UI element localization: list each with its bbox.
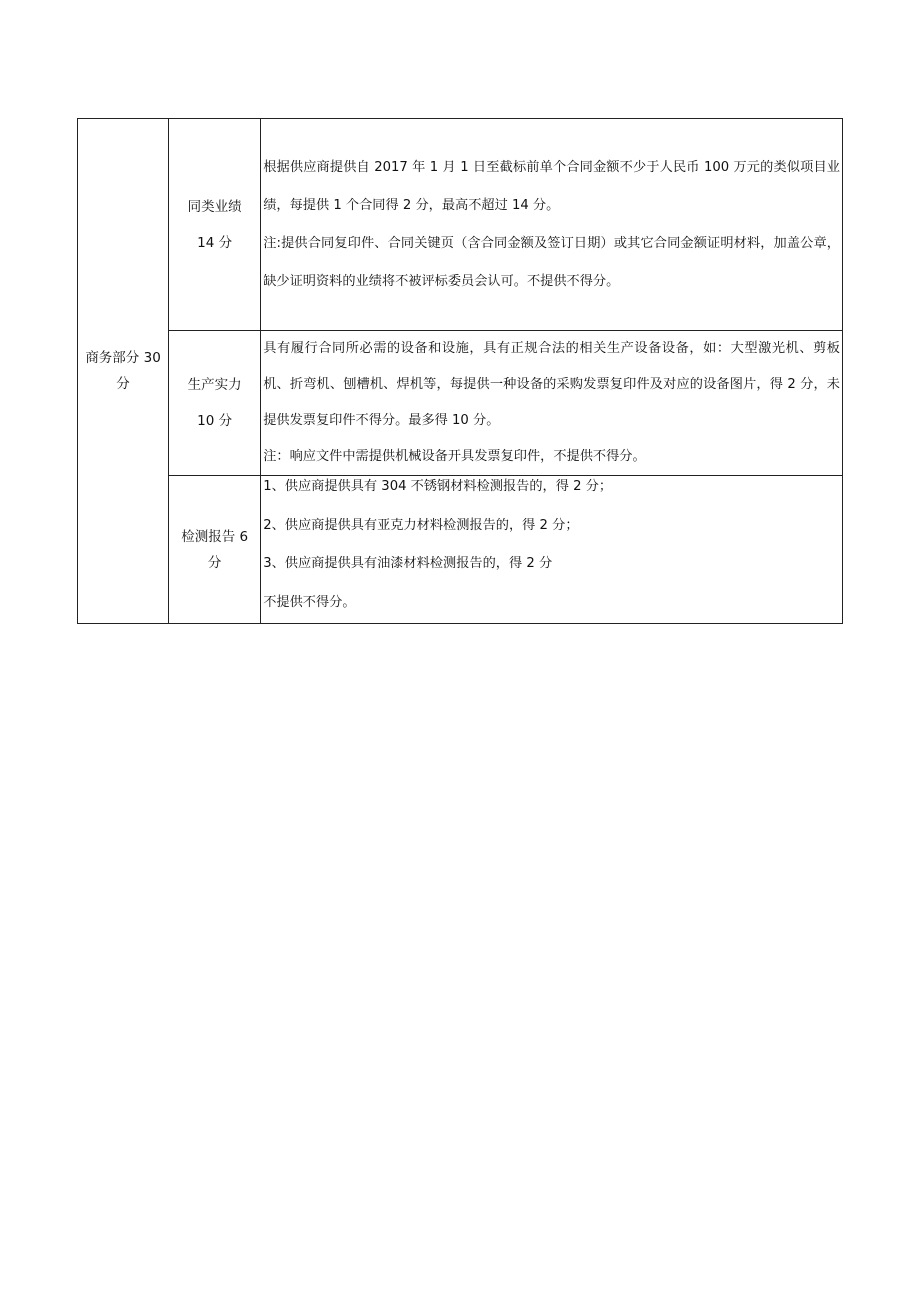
description-cell (261, 476, 843, 624)
table-row (78, 119, 843, 331)
item-name: 检测报告 6 (181, 528, 249, 545)
description-paragraph: 根据供应商提供自 2017 年 1 月 1 日至截标前单个合同金额不少于人民币 100 万元的类似项目业绩，每提供 1 个合同得 2 分，最高不超过 14 分。 (263, 159, 840, 213)
item-name: 生产实力 (187, 377, 242, 393)
table-row (78, 476, 843, 624)
description-line: 不提供不得分。 (263, 594, 356, 610)
item-cell (169, 476, 261, 624)
description-line: 2、供应商提供具有亚克力材料检测报告的，得 2 分； (263, 517, 579, 533)
description-paragraph: 具有履行合同所必需的设备和设施，具有正规合法的相关生产设备设备，如：大型激光机、剪板机、折弯机、刨槽机、焊机等，每提供一种设备的采购发票复印件及对应的设备图片，得 2 分，未提供发票复印件不得分。最多得 10 分。 (263, 341, 840, 428)
item-cell (169, 331, 261, 476)
item-cell (169, 119, 261, 331)
table-row (78, 331, 843, 476)
description-cell (261, 119, 843, 331)
item-score: 14 分 (197, 234, 233, 251)
category-label: 商务部分 30 分 (85, 350, 161, 392)
description-line: 3、供应商提供具有油漆材料检测报告的，得 2 分 (263, 556, 553, 571)
item-score: 分 (207, 554, 222, 571)
description-cell (261, 331, 843, 476)
category-cell (78, 119, 169, 624)
item-name: 同类业绩 (187, 198, 242, 215)
description-note: 注:提供合同复印件、合同关键页（含合同金额及签订日期）或其它合同金额证明材料，加盖公章，缺少证明资料的业绩将不被评标委员会认可。不提供不得分。 (263, 235, 840, 289)
item-score: 10 分 (197, 413, 233, 429)
scoring-table (77, 118, 843, 624)
description-note: 注：响应文件中需提供机械设备开具发票复印件，不提供不得分。 (263, 449, 646, 464)
description-line: 1、供应商提供具有 304 不锈钢材料检测报告的，得 2 分； (263, 479, 613, 494)
